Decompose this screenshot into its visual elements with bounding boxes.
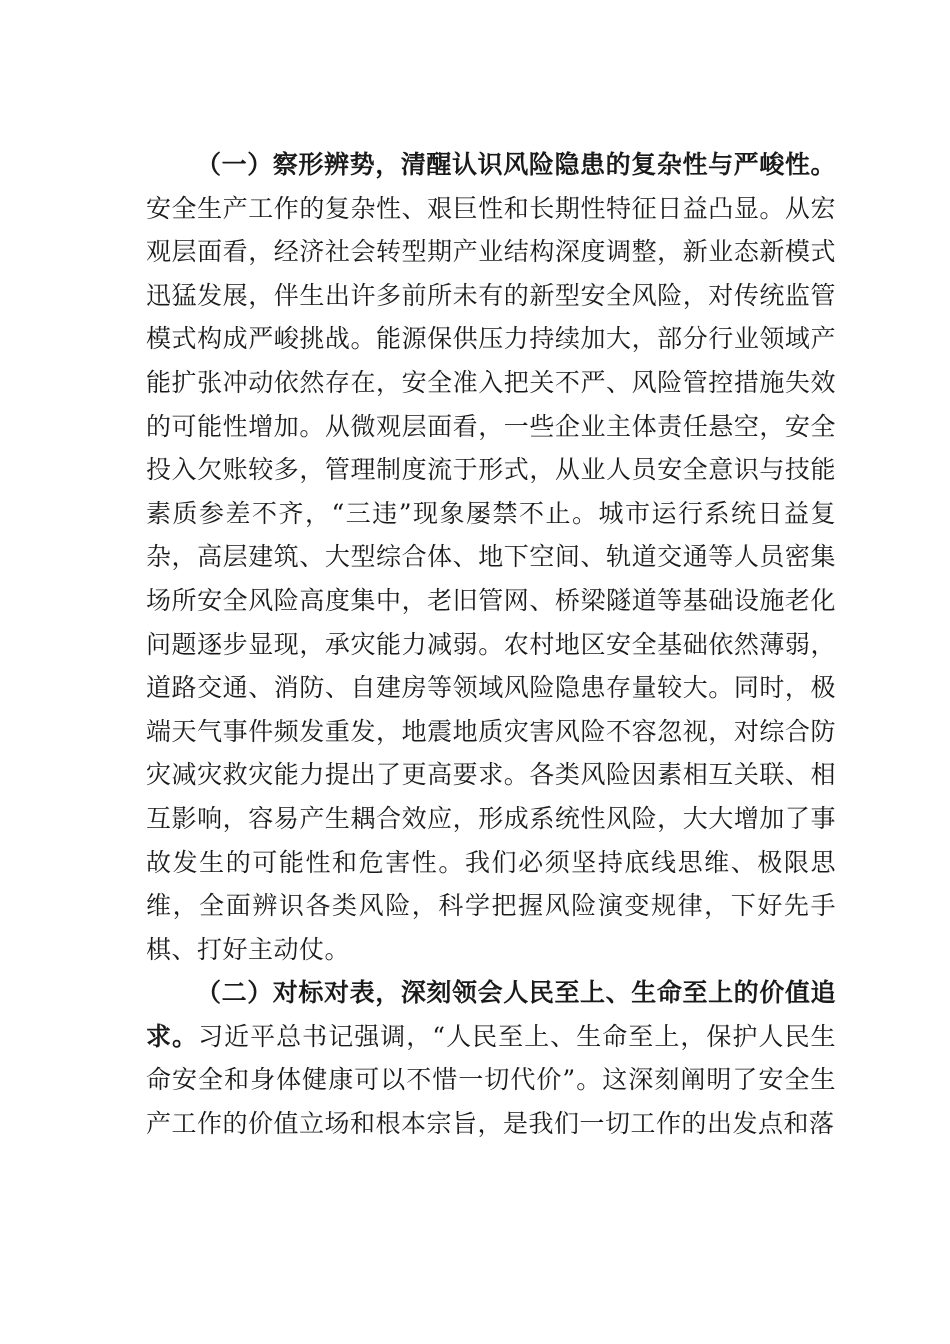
paragraph-2 xyxy=(146,971,836,1145)
paragraph-2-heading: （二）对标对表，深刻领会人民至上、生命至上的价值追求。 xyxy=(146,978,836,1051)
document-body xyxy=(146,143,836,1146)
paragraph-1 xyxy=(146,143,836,971)
paragraph-1-heading: （一）察形辨势，清醒认识风险隐患的复杂性与严峻性。 xyxy=(196,150,836,179)
paragraph-2-body: 习近平总书记强调，“人民至上、生命至上，保护人民生命安全和身体健康可以不惜一切代价”。这深刻阐明了安全生产工作的价值立场和根本宗旨，是我们一切工作的出发点和落 xyxy=(146,1021,836,1139)
paragraph-1-body: 安全生产工作的复杂性、艰巨性和长期性特征日益凸显。从宏观层面看，经济社会转型期产业结构深度调整，新业态新模式迅猛发展，伴生出许多前所未有的新型安全风险，对传统监管模式构成严峻挑战。能源保供压力持续加大，部分行业领域产能扩张冲动依然存在，安全准入把关不严、风险管控措施失效的可能性增加。从微观层面看，一些企业主体责任悬空，安全投入欠账较多，管理制度流于形式，从业人员安全意识与技能素质参差不齐，“三违”现象屡禁不止。城市运行系统日益复杂，高层建筑、大型综合体、地下空间、轨道交通等人员密集场所安全风险高度集中，老旧管网、桥梁隧道等基础设施老化问题逐步显现，承灾能力减弱。农村地区安全基础依然薄弱，道路交通、消防、自建房等领域风险隐患存量较大。同时，极端天气事件频发重发，地震地质灾害风险不容忽视，对综合防灾减灾救灾能力提出了更高要求。各类风险因素相互关联、相互影响，容易产生耦合效应，形成系统性风险，大大增加了事故发生的可能性和危害性。我们必须坚持底线思维、极限思维，全面辨识各类风险，科学把握风险演变规律，下好先手棋、打好主动仗。 xyxy=(146,193,836,964)
